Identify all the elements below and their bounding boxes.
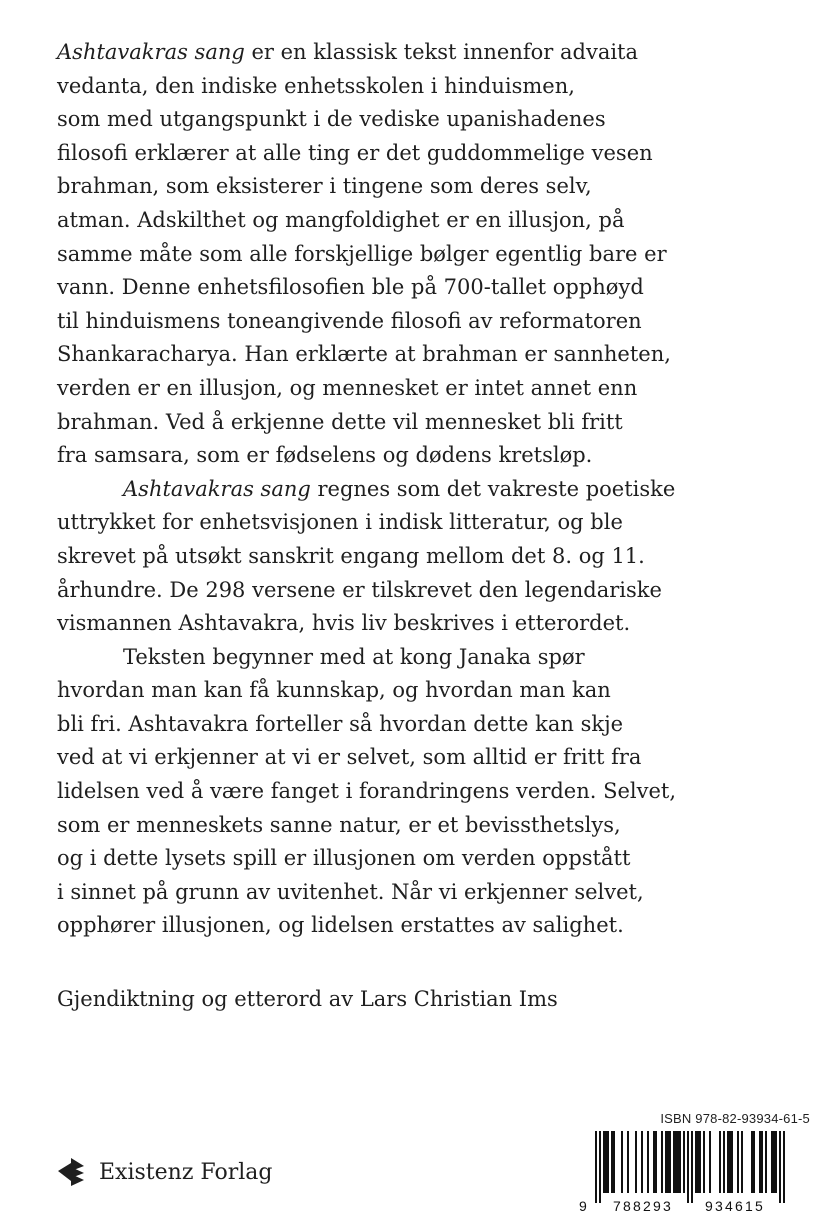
barcode-bar (679, 1131, 681, 1193)
barcode-bar (673, 1131, 675, 1193)
barcode-bar (773, 1131, 775, 1193)
isbn-barcode (577, 1111, 810, 1217)
barcode-bar (729, 1131, 731, 1193)
barcode-bar (605, 1131, 607, 1193)
text-line: bli fri. Ashtavakra forteller så hvordan dette kan skje (57, 711, 624, 736)
barcode-bar (691, 1131, 693, 1203)
barcode-bar (647, 1131, 649, 1193)
text-line: hvordan man kan få kunnskap, og hvordan man kan (57, 678, 611, 703)
text-line: Ashtavakras sang regnes som det vakreste poetiske (123, 476, 676, 501)
description-text (57, 36, 787, 943)
publisher-block (57, 1150, 272, 1194)
barcode-digits: 934615 (705, 1198, 765, 1214)
barcode-bar (613, 1131, 615, 1193)
barcode-digits: 788293 (613, 1198, 673, 1214)
text-line: Teksten begynner med at kong Janaka spør (123, 644, 585, 669)
barcode-bar (655, 1131, 657, 1193)
text-line: og i dette lysets spill er illusjonen om verden oppstått (57, 846, 631, 871)
barcode-bar (595, 1131, 597, 1203)
barcode-bar (621, 1131, 623, 1193)
barcode-bar (665, 1131, 667, 1193)
barcode-bar (669, 1131, 671, 1193)
text-line: uttrykket for enhetsvisjonen i indisk litteratur, og ble (57, 510, 623, 535)
barcode-bar (709, 1131, 711, 1193)
barcode-bar (627, 1131, 629, 1193)
text-line: vedanta, den indiske enhetsskolen i hinduismen, (57, 73, 575, 98)
publisher-name: Existenz Forlag (99, 1159, 273, 1185)
text-line: lidelsen ved å være fanget i forandringens verden. Selvet, (57, 779, 677, 804)
barcode-bar (641, 1131, 643, 1193)
text-line: Ashtavakras sang er en klassisk tekst innenfor advaita (57, 40, 639, 64)
isbn-label: ISBN 978-82-93934-61-5 (660, 1111, 810, 1126)
barcode-digits: 9 (579, 1198, 589, 1214)
barcode-bar (751, 1131, 753, 1193)
text-line: samme måte som alle forskjellige bølger egentlig bare er (57, 241, 667, 266)
barcode-bar (723, 1131, 725, 1193)
text-line: fra samsara, som er fødselens og dødens kretsløp. (57, 443, 593, 468)
text-line: ved at vi erkjenner at vi er selvet, som alltid er fritt fra (57, 745, 642, 770)
barcode-bar (611, 1131, 613, 1193)
text-line: som er menneskets sanne natur, er et bevissthetslys, (57, 812, 621, 837)
barcode-bar (635, 1131, 637, 1193)
text-line: Shankaracharya. Han erklærte at brahman er sannheten, (57, 342, 671, 367)
barcode-bar (703, 1131, 705, 1193)
barcode-bar (697, 1131, 699, 1193)
text-line: skrevet på utsøkt sanskrit engang mellom det 8. og 11. (57, 543, 645, 568)
barcode-bar (737, 1131, 739, 1193)
text-line: til hinduismens toneangivende filosofi av reformatoren (57, 308, 642, 333)
text-line: som med utgangspunkt i de vediske upanishadenes (57, 107, 606, 132)
barcode-bar (759, 1131, 761, 1193)
translator-credit: Gjendiktning og etterord av Lars Christian Ims (57, 987, 558, 1011)
barcode-bar (775, 1131, 777, 1193)
barcode-bar (603, 1131, 605, 1193)
barcode-bar (771, 1131, 773, 1193)
barcode-bar (727, 1131, 729, 1193)
barcode-bar (675, 1131, 677, 1193)
text-line: verden er en illusjon, og mennesket er intet annet enn (57, 375, 638, 400)
barcode-bar (677, 1131, 679, 1193)
text-line: brahman, som eksisterer i tingene som deres selv, (57, 174, 592, 199)
barcode-bar (753, 1131, 755, 1193)
barcode-bar (719, 1131, 721, 1193)
barcode-bar (653, 1131, 655, 1193)
barcode-bar (731, 1131, 733, 1193)
barcode-bar (741, 1131, 743, 1193)
barcode-image (577, 1131, 810, 1217)
barcode-bar (699, 1131, 701, 1193)
barcode-bar (607, 1131, 609, 1193)
text-line: brahman. Ved å erkjenne dette vil mennesket bli fritt (57, 409, 623, 434)
barcode-bar (599, 1131, 601, 1203)
text-line: atman. Adskilthet og mangfoldighet er en illusjon, på (57, 207, 625, 232)
text-line: vann. Denne enhetsfilosofien ble på 700-tallet opphøyd (57, 275, 644, 300)
barcode-bar (695, 1131, 697, 1193)
barcode-bar (783, 1131, 785, 1203)
text-line: opphører illusjonen, og lidelsen erstattes av salighet. (57, 913, 624, 938)
text-line: i sinnet på grunn av uvitenhet. Når vi erkjenner selvet, (57, 879, 644, 904)
barcode-bar (779, 1131, 781, 1203)
text-line: vismannen Ashtavakra, hvis liv beskrives i etterordet. (57, 611, 631, 636)
barcode-bar (661, 1131, 663, 1193)
barcode-bar (667, 1131, 669, 1193)
text-line: filosofi erklærer at alle ting er det guddommelige vesen (57, 140, 653, 165)
barcode-bar (761, 1131, 763, 1193)
barcode-bar (687, 1131, 689, 1203)
barcode-bar (765, 1131, 767, 1193)
text-line: århundre. De 298 versene er tilskrevet den legendariske (57, 577, 662, 602)
barcode-bar (683, 1131, 685, 1193)
existenz-logo-icon (57, 1157, 85, 1187)
